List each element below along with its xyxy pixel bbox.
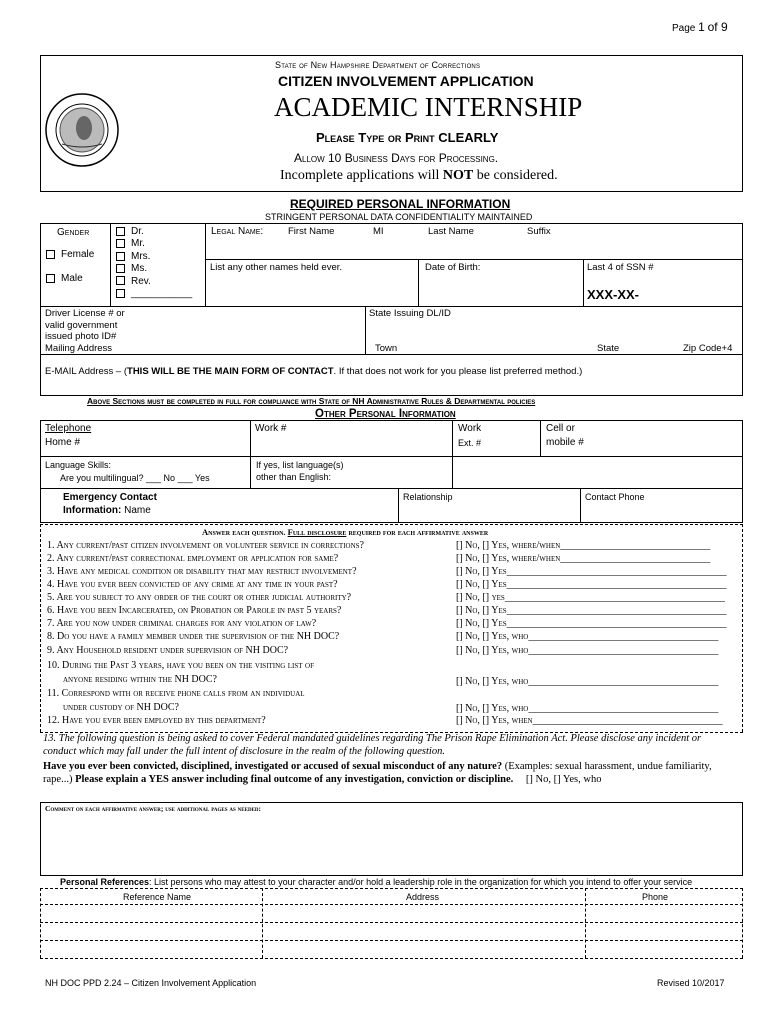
section-other-title: Other Personal Information <box>315 408 456 420</box>
q13-question: Have you ever been convicted, disciplined, investigated or accused of sexual misconduct of any nature? (Examples: sexual harassment, undue familiarity, rape...) Please explain a YES answer including final outcome of any investigation, conviction or discipline. [] No, [] Yes, who <box>43 761 712 785</box>
question-6-text: 6. Have you been Incarcerated, on Probation or Parole in past 5 years? <box>47 605 342 616</box>
if-yes-label: If yes, list language(s) <box>256 460 344 470</box>
question-4-text: 4. Have you ever been convicted of any crime at any time in your past? <box>47 579 338 590</box>
question-5-answer[interactable]: [] No, [] yes____________________________________________ <box>456 592 725 603</box>
question-9-text: 9. Any Household resident under supervision of NH DOC? <box>47 645 289 656</box>
nh-doc-seal <box>44 92 120 168</box>
question-2-answer[interactable]: [] No, [] Yes, where/when______________________________ <box>456 553 711 564</box>
zip-label: Zip Code+4 <box>683 343 733 354</box>
form-title: CITIZEN INVOLVEMENT APPLICATION <box>278 73 534 89</box>
question-13-text: under custody of NH DOC? <box>63 702 179 713</box>
title-option-ms[interactable]: Ms. <box>116 263 192 275</box>
relationship-label: Relationship <box>403 492 453 502</box>
question-14-answer[interactable]: [] No, [] Yes, when______________________________________ <box>456 715 723 726</box>
confidentiality-subtitle: STRINGENT PERSONAL DATA CONFIDENTIALITY MAINTAINED <box>265 212 533 222</box>
question-11-answer[interactable]: [] No, [] Yes, who______________________________________ <box>456 676 719 687</box>
comment-box[interactable] <box>40 802 743 876</box>
question-8-answer[interactable]: [] No, [] Yes, who______________________________________ <box>456 631 719 642</box>
question-9-answer[interactable]: [] No, [] Yes, who______________________________________ <box>456 645 719 656</box>
email-label: E-MAIL Address – (THIS WILL BE THE MAIN FORM OF CONTACT. If that does not work for you please list preferred method.) <box>45 366 583 377</box>
section-personal-title: REQUIRED PERSONAL INFORMATION <box>290 197 511 211</box>
ext-label: Ext. # <box>458 438 482 448</box>
state-label: State <box>597 343 620 354</box>
reference-phone-header: Phone <box>642 892 669 902</box>
work-phone-label: Work # <box>255 423 287 434</box>
title-option-mr[interactable]: Mr. <box>116 238 192 250</box>
references-intro: Personal References: List persons who may attest to your character and/or hold a leadership role in the organization for which you intend to offer your service <box>60 877 693 887</box>
reference-name-header: Reference Name <box>123 892 192 902</box>
comment-label: Comment on each affirmative answer; use additional pages as needed: <box>45 804 262 813</box>
dob-label: Date of Birth: <box>425 262 481 273</box>
emergency-contact-label: Emergency Contact <box>63 492 157 503</box>
town-label: Town <box>375 343 398 354</box>
question-4-answer[interactable]: [] No, [] Yes____________________________________________ <box>456 579 727 590</box>
incomplete-note: Incomplete applications will NOT be considered. <box>280 168 558 183</box>
ssn-mask: XXX-XX- <box>587 287 640 302</box>
question-12-text: 11. Correspond with or receive phone calls from an individual <box>47 688 305 699</box>
gender-label: Gender <box>57 227 90 238</box>
question-14-text: 12. Have you ever been employed by this department? <box>47 715 266 726</box>
processing-note: Allow 10 Business Days for Processing. <box>294 151 499 165</box>
question-2-text: 2. Any current/past correctional employment or application for same? <box>47 553 339 564</box>
telephone-label: Telephone <box>45 423 92 434</box>
mobile-label: mobile # <box>546 437 584 448</box>
page-number: Page 1 of 9 <box>672 20 728 34</box>
compliance-note: Above Sections must be completed in full for compliance with State of NH Administrative Rules & Departmental policies <box>87 396 536 406</box>
program-title: ACADEMIC INTERNSHIP <box>274 92 583 122</box>
work-ext-label: Work <box>458 423 482 434</box>
last-name-label: Last Name <box>428 226 474 237</box>
title-option-rev[interactable]: Rev. <box>116 276 192 288</box>
question-13-answer[interactable]: [] No, [] Yes, who______________________________________ <box>456 703 719 714</box>
question-8-text: 8. Do you have a family member under the supervision of the NH DOC? <box>47 631 340 642</box>
question-3-text: 3. Have any medical condition or disability that may restrict involvement? <box>47 566 357 577</box>
title-options <box>116 226 192 300</box>
question-5-text: 5. Are you subject to any order of the court or other judicial authority? <box>47 592 352 603</box>
title-option-mrs[interactable]: Mrs. <box>116 251 192 263</box>
cell-label: Cell or <box>546 423 575 434</box>
question-10-text: 10. During the Past 3 years, have you been on the visiting list of <box>47 660 314 671</box>
agency-name: State of New Hampshire Department of Corrections <box>275 60 481 70</box>
multilingual-question: Are you multilingual? ___ No ___ Yes <box>60 473 210 483</box>
mailing-address-label: Mailing Address <box>45 343 113 354</box>
reference-address-header: Address <box>406 892 440 902</box>
female-checkbox[interactable] <box>46 250 55 259</box>
legal-name-field[interactable] <box>206 236 741 258</box>
legal-name-label: Legal Name: <box>211 226 264 237</box>
other-than-english-label: other than English: <box>256 472 332 482</box>
question-7-text: 7. Are you now under criminal charges for any violation of law? <box>47 618 317 629</box>
print-clearly-note: Please Type or Print CLEARLY <box>316 130 499 145</box>
first-name-label: First Name <box>288 226 335 237</box>
email-field[interactable] <box>42 378 740 393</box>
question-7-answer[interactable]: [] No, [] Yes____________________________________________ <box>456 618 727 629</box>
gender-male-option[interactable]: Male <box>46 273 83 284</box>
question-6-answer[interactable]: [] No, [] Yes____________________________________________ <box>456 605 727 616</box>
language-skills-label: Language Skills: <box>45 460 112 470</box>
dl-state-label: State Issuing DL/ID <box>369 308 451 319</box>
other-names-field[interactable] <box>206 272 416 304</box>
dob-field[interactable] <box>420 272 581 304</box>
question-11-text: anyone residing within the NH DOC? <box>63 674 217 685</box>
other-names-label: List any other names held ever. <box>210 262 343 273</box>
emergency-info-label: Information: Name <box>63 505 151 516</box>
ssn-label: Last 4 of SSN # <box>587 262 654 273</box>
question-1-answer[interactable]: [] No, [] Yes, where/when______________________________ <box>456 540 711 551</box>
question-3-answer[interactable]: [] No, [] Yes____________________________________________ <box>456 566 727 577</box>
suffix-label: Suffix <box>527 226 551 237</box>
footer-form-id: NH DOC PPD 2.24 – Citizen Involvement Application <box>45 978 257 988</box>
gender-female-option[interactable]: Female <box>46 249 94 260</box>
title-option-dr[interactable]: Dr. <box>116 226 192 238</box>
dl-field[interactable] <box>150 310 362 340</box>
dl-label: Driver License # or valid government issued photo ID# <box>45 308 125 342</box>
q13-intro: 13. The following question is being asked to cover Federal mandated guidelines regarding The Prison Rape Elimination Act. Please disclose any incident or conduct which may fall under the full intent of disclosure in the realm of the following question. <box>43 733 702 757</box>
home-phone-label: Home # <box>45 437 81 448</box>
contact-phone-label: Contact Phone <box>585 492 645 502</box>
male-checkbox[interactable] <box>46 274 55 283</box>
question-1-text: 1. Any current/past citizen involvement or volunteer service in corrections? <box>47 540 364 551</box>
questions-header: Answer each question. Full disclosure required for each affirmative answer <box>202 527 489 537</box>
mi-label: MI <box>373 226 384 237</box>
footer-revised: Revised 10/2017 <box>657 978 725 988</box>
title-option-other[interactable]: ___________ <box>116 288 192 300</box>
q13-answer[interactable]: [] No, [] Yes, who <box>525 774 602 785</box>
